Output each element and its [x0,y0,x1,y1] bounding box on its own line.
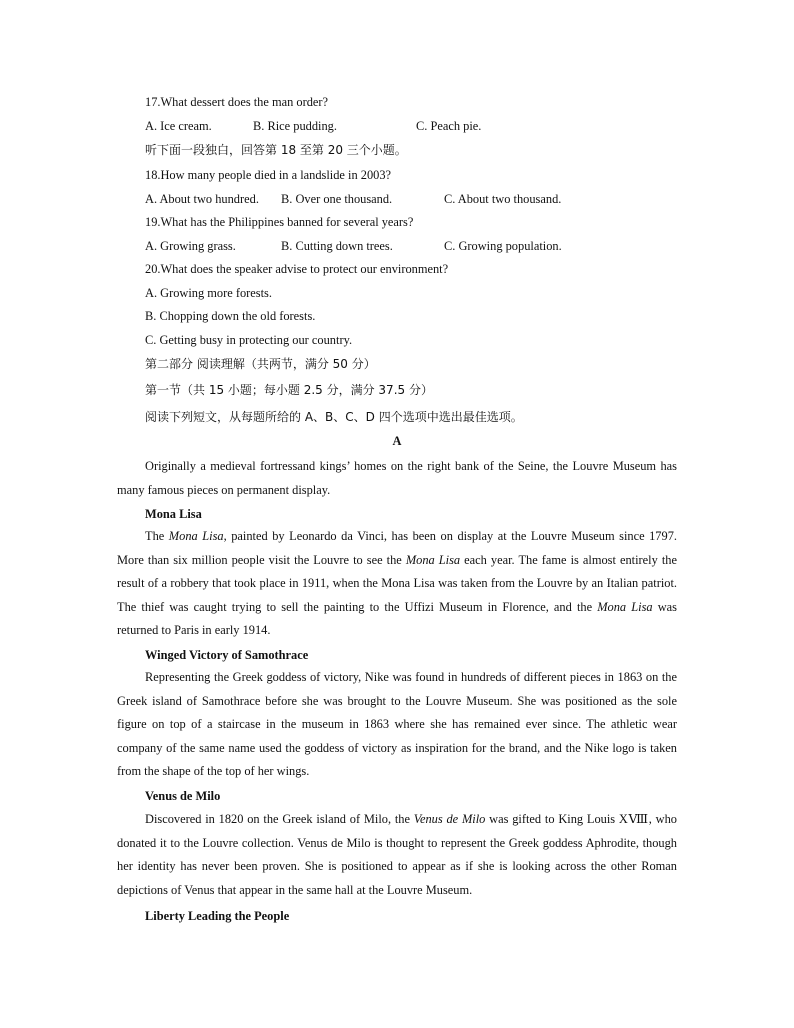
q17-option-b: B. Rice pudding. [253,119,337,133]
question-17-stem: 17.What dessert does the man order? [145,95,329,109]
q20-option-a: A. Growing more forests. [145,286,272,300]
q19-option-c: C. Growing population. [444,239,562,253]
liberty-heading: Liberty Leading the People [145,909,290,923]
q20-option-c: C. Getting busy in protecting our country. [145,333,353,347]
q17-option-a: A. Ice cream. [145,119,212,133]
q19-option-a: A. Growing grass. [145,239,236,253]
q18-option-a: A. About two hundred. [145,192,259,206]
reading-instruction: 阅读下列短文，从每题所给的 A、B、C、D 四个选项中选出最佳选项。 [145,410,523,424]
question-18-stem: 18.How many people died in a landslide in 2003? [145,168,392,182]
question-20-stem: 20.What does the speaker advise to protect our environment? [145,262,449,276]
venus-de-milo-paragraph: Discovered in 1820 on the Greek island of Milo, the Venus de Milo was gifted to King Louis XⅧ, who donated it to the Louvre collection. Venus de Milo is thought to represent the Greek goddess Aphrodite, though her identity has never been proven. She is positioned to appear as if she is looking across the other Roman depictions of Venus that appear in the same hall at the Louvre Museum. [117,812,677,897]
mona-lisa-paragraph: The Mona Lisa, painted by Leonardo da Vinci, has been on display at the Louvre Museum since 1797. More than six million people visit the Louvre to see the Mona Lisa each year. The fame is almost entirely the result of a robbery that took place in 1911, when the Mona Lisa was taken from the Louvre by an Italian patriot. The thief was caught trying to sell the painting to the Uffizi Museum in Florence, and the Mona Lisa was returned to Paris in early 1914. [117,529,678,637]
q18-option-c: C. About two thousand. [444,192,562,206]
q18-option-b: B. Over one thousand. [281,192,393,206]
question-19-stem: 19.What has the Philippines banned for several years? [145,215,414,229]
passage-label: A [392,434,402,448]
mona-lisa-heading: Mona Lisa [145,507,202,521]
winged-victory-heading: Winged Victory of Samothrace [145,648,309,662]
venus-de-milo-heading: Venus de Milo [145,789,221,803]
winged-victory-paragraph: Representing the Greek goddess of victory, Nike was found in hundreds of different pieces in 1863 on the Greek island of Samothrace before she was brought to the Louvre Museum. She was positioned as the sole figure on top of a staircase in the museum in 1863 where she has remained ever since. The athletic wear company of the same name used the goddess of victory as inspiration for the brand, and the Nike logo is taken from the shape of the top of her wings. [117,670,677,778]
section-one-title: 第一节（共 15 小题；每小题 2.5 分，满分 37.5 分） [145,383,433,397]
q19-option-b: B. Cutting down trees. [281,239,393,253]
listening-instruction: 听下面一段独白，回答第 18 至第 20 三个小题。 [145,143,407,157]
q20-option-b: B. Chopping down the old forests. [145,309,316,323]
intro-paragraph: Originally a medieval fortressand kings’ homes on the right bank of the Seine, the Louvre Museum has many famous pieces on permanent display. [117,459,677,497]
q17-option-c: C. Peach pie. [416,119,482,133]
part-two-title: 第二部分 阅读理解（共两节，满分 50 分） [145,357,376,371]
